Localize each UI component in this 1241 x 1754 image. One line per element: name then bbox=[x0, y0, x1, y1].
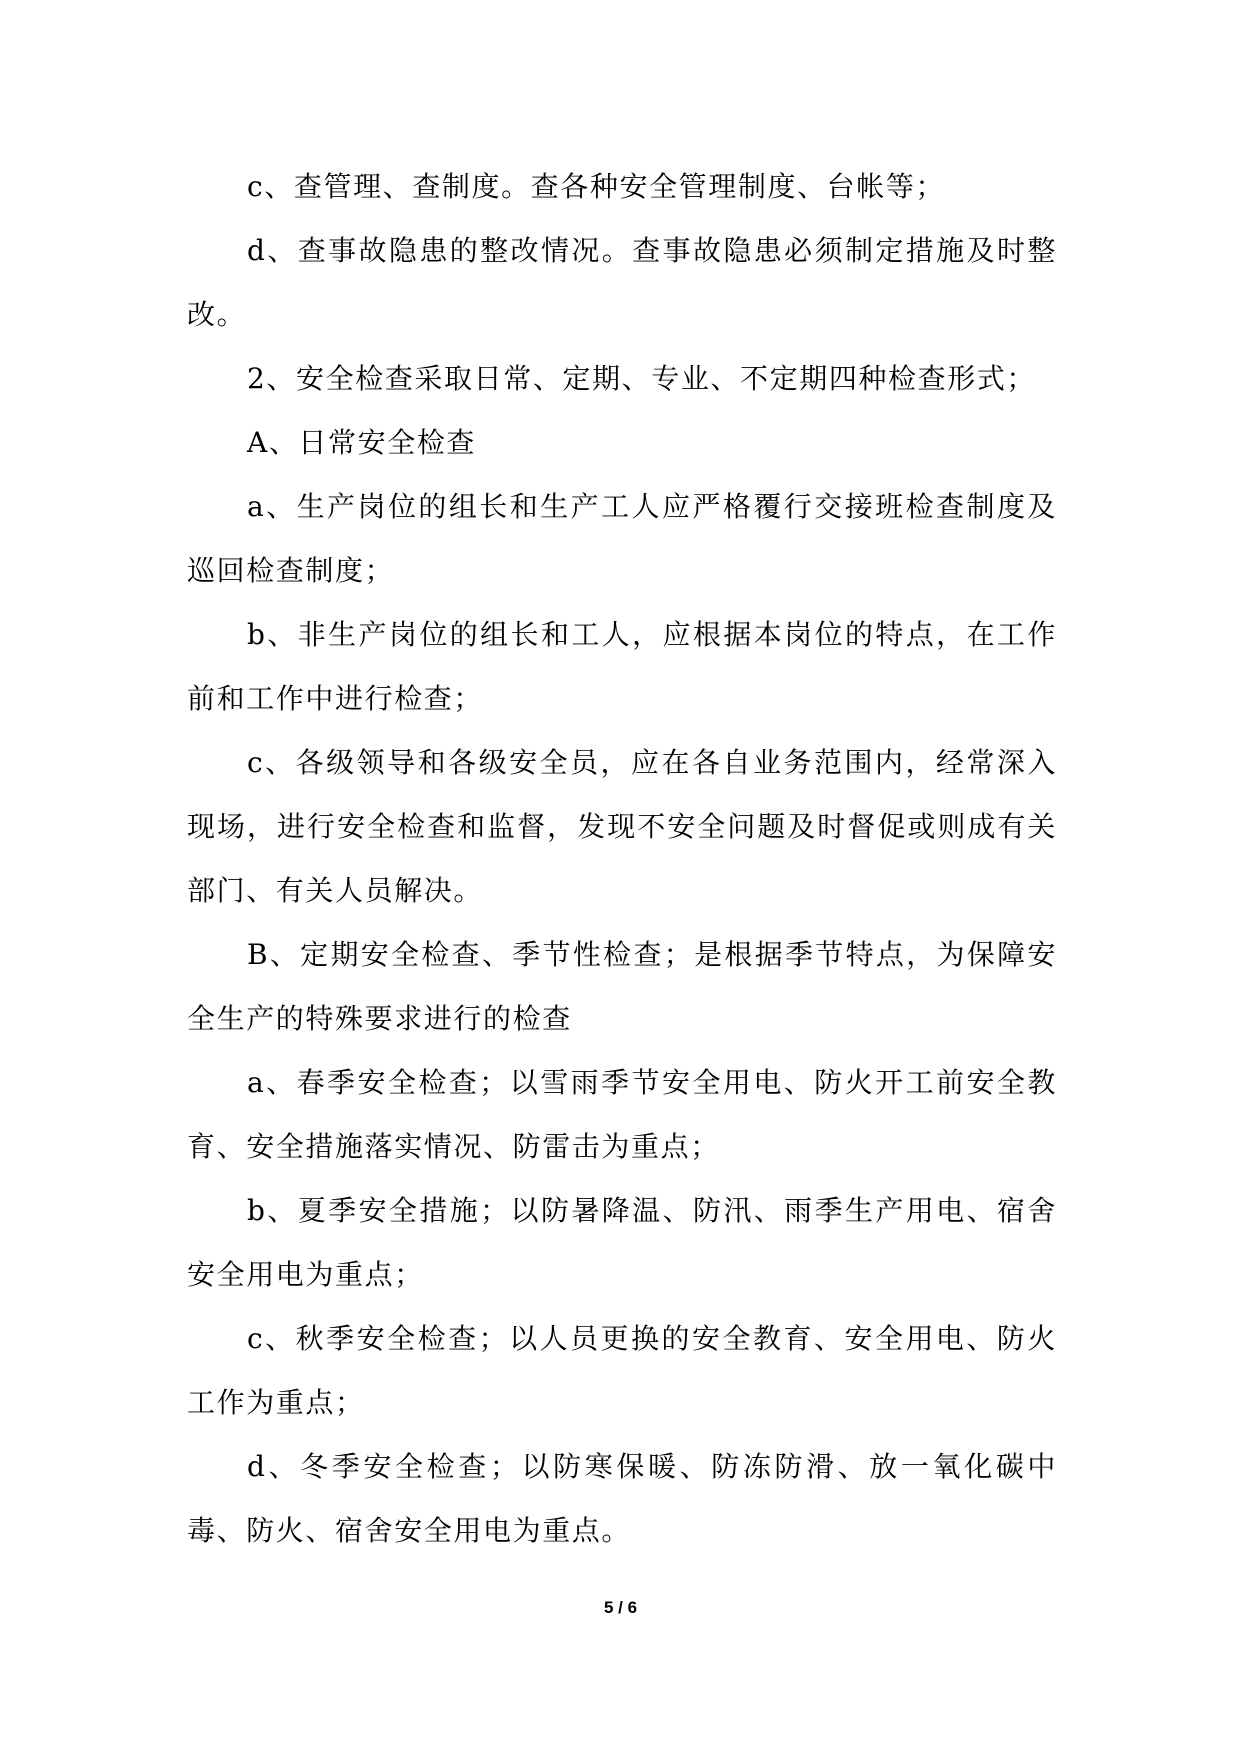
paragraph-non-production-post: b、非生产岗位的组长和工人，应根据本岗位的特点，在工作前和工作中进行检查； bbox=[187, 618, 1057, 715]
paragraph-summer-measures: b、夏季安全措施；以防暑降温、防汛、雨季生产用电、宿舍安全用电为重点； bbox=[187, 1194, 1057, 1291]
paragraph-autumn-check: c、秋季安全检查；以人员更换的安全教育、安全用电、防火工作为重点； bbox=[187, 1322, 1057, 1419]
paragraph-winter-check: d、冬季安全检查；以防寒保暖、防冻防滑、放一氧化碳中毒、防火、宿舍安全用电为重点。 bbox=[187, 1450, 1057, 1547]
paragraph-leaders-safety-officers: c、各级领导和各级安全员，应在各自业务范围内，经常深入现场，进行安全检查和监督，发现不安全问题及时督促或则成有关部门、有关人员解决。 bbox=[187, 746, 1057, 907]
paragraph-hazard-rectification: d、查事故隐患的整改情况。查事故隐患必须制定措施及时整改。 bbox=[187, 234, 1057, 331]
paragraph-inspection-forms: 2、安全检查采取日常、定期、专业、不定期四种检查形式； bbox=[247, 362, 1037, 395]
document-body bbox=[187, 155, 1057, 1563]
paragraph-daily-inspection-heading: A、日常安全检查 bbox=[247, 426, 477, 459]
paragraph-production-post: a、生产岗位的组长和生产工人应严格覆行交接班检查制度及巡回检查制度； bbox=[187, 490, 1057, 587]
paragraph-spring-check: a、春季安全检查；以雪雨季节安全用电、防火开工前安全教育、安全措施落实情况、防雷击为重点； bbox=[187, 1066, 1057, 1163]
paragraph-check-management: c、查管理、查制度。查各种安全管理制度、台帐等； bbox=[247, 170, 946, 203]
page-number: 5 / 6 bbox=[603, 1598, 638, 1617]
paragraph-periodic-seasonal-heading: B、定期安全检查、季节性检查；是根据季节特点，为保障安全生产的特殊要求进行的检查 bbox=[187, 938, 1057, 1035]
